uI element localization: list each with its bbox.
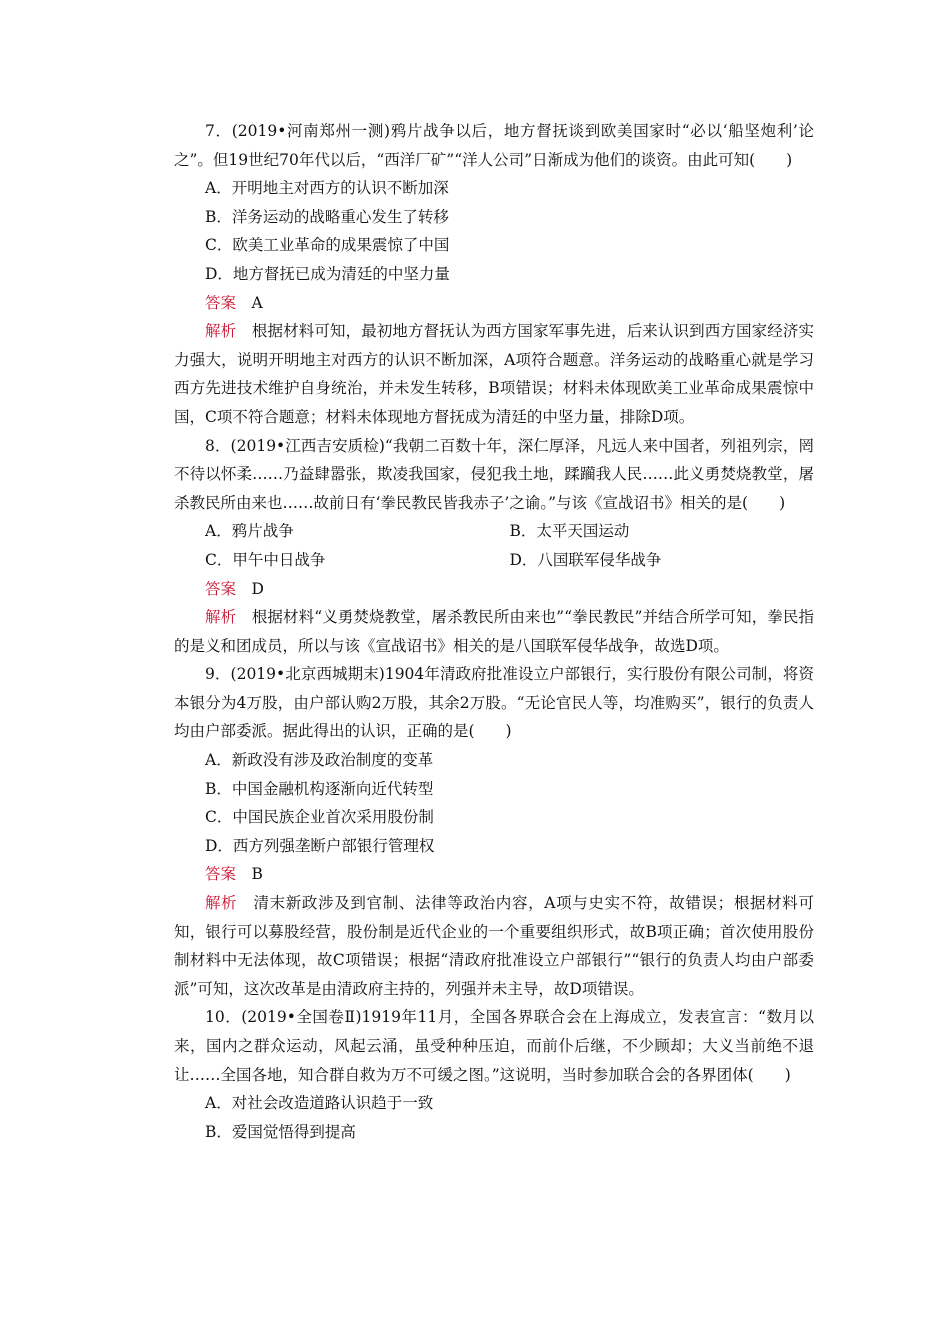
question-8-option-b: B．太平天国运动 [509, 522, 630, 541]
question-8-answer-line [174, 575, 814, 604]
question-7-answer-line [174, 289, 814, 318]
question-7-option-d: D．地方督抚已成为清廷的中坚力量 [205, 264, 450, 283]
analysis-label: 解析 [205, 894, 238, 913]
question-7-option-c: C．欧美工业革命的成果震惊了中国 [205, 236, 450, 255]
question-9-option-b: B．中国金融机构逐渐向近代转型 [205, 779, 434, 798]
question-7-analysis [174, 317, 814, 431]
question-9-analysis [174, 889, 814, 1003]
question-9-analysis-text: 清末新政涉及到官制、法律等政治内容，A项与史实不符，故错误；根据材料可知，银行可以募股经营，股份制是近代企业的一个重要组织形式，故B项正确；首次使用股份制材料中无法体现，故C项错误；根据“清政府批准设立户部银行”“银行的负责人均由户部委派”可知，这次改革是由清政府主持的，列强并未主导，故D项错误。 [174, 894, 814, 998]
question-9-answer: B [251, 865, 263, 884]
analysis-label: 解析 [205, 322, 237, 341]
question-8-analysis-text: 根据材料“义勇焚烧教堂，屠杀教民所由来也”“拳民教民”并结合所学可知，拳民指的是义和团成员，所以与该《宣战诏书》相关的是八国联军侵华战争，故选D项。 [174, 608, 814, 655]
question-8-option-d: D．八国联军侵华战争 [509, 550, 662, 569]
question-8-answer: D [251, 579, 264, 598]
question-9-option-a: A．新政没有涉及政治制度的变革 [205, 751, 434, 770]
question-8-options-row-2 [174, 546, 814, 575]
answer-label: 答案 [205, 579, 237, 598]
question-8-option-c: C．甲午中日战争 [205, 550, 326, 569]
question-7-option-a: A．开明地主对西方的认识不断加深 [205, 179, 449, 198]
question-7-option-b: B．洋务运动的战略重心发生了转移 [205, 207, 449, 226]
question-7-analysis-text: 根据材料可知，最初地方督抚认为西方国家军事先进，后来认识到西方国家经济实力强大，说明开明地主对西方的认识不断加深，A项符合题意。洋务运动的战略重心就是学习西方先进技术维护自身统治，并未发生转移，B项错误；材料未体现欧美工业革命成果震惊中国，C项不符合题意；材料未体现地方督抚成为清廷的中坚力量，排除D项。 [174, 322, 814, 426]
question-7-answer: A [251, 293, 263, 312]
question-9-option-c: C．中国民族企业首次采用股份制 [205, 808, 434, 827]
question-10-option-b: B．爱国觉悟得到提高 [205, 1122, 356, 1141]
question-8-options-row-1 [174, 517, 814, 546]
answer-label: 答案 [205, 293, 237, 312]
analysis-label: 解析 [205, 608, 237, 627]
question-10-option-a: A．对社会改造道路认识趋于一致 [205, 1094, 434, 1113]
question-9-option-d: D．西方列强垄断户部银行管理权 [205, 836, 435, 855]
document-page [174, 117, 814, 1146]
question-9-answer-line [174, 860, 814, 889]
question-8-analysis [174, 603, 814, 660]
question-7-stem: 7．(2019•河南郑州一测)鸦片战争以后，地方督抚谈到欧美国家时“必以‘船坚炮利’论之”。但19世纪70年代以后，“西洋厂矿”“洋人公司”日渐成为他们的谈资。由此可知( ) [174, 122, 814, 169]
question-8-option-a: A．鸦片战争 [205, 522, 294, 541]
answer-label: 答案 [205, 865, 237, 884]
question-8-stem: 8．(2019•江西吉安质检)“我朝二百数十年，深仁厚泽，凡远人来中国者，列祖列宗，罔不待以怀柔……乃益肆嚣张，欺凌我国家，侵犯我土地，蹂躏我人民……此义勇焚烧教堂，屠杀教民所由来也……故前日有‘拳民教民皆我赤子’之谕。”与该《宣战诏书》相关的是( ) [174, 436, 814, 512]
question-10-stem: 10．(2019•全国卷Ⅱ)1919年11月，全国各界联合会在上海成立，发表宣言：“数月以来，国内之群众运动，风起云涌，虽受种种压迫，而前仆后继，不少顾却；大义当前绝不退让……全国各地，知合群自救为万不可缓之图。”这说明，当时参加联合会的各界团体( ) [174, 1008, 814, 1084]
question-9-stem: 9．(2019•北京西城期末)1904年清政府批准设立户部银行，实行股份有限公司制，将资本银分为4万股，由户部认购2万股，其余2万股。“无论官民人等，均准购买”，银行的负责人均由户部委派。据此得出的认识，正确的是( ) [174, 665, 814, 741]
